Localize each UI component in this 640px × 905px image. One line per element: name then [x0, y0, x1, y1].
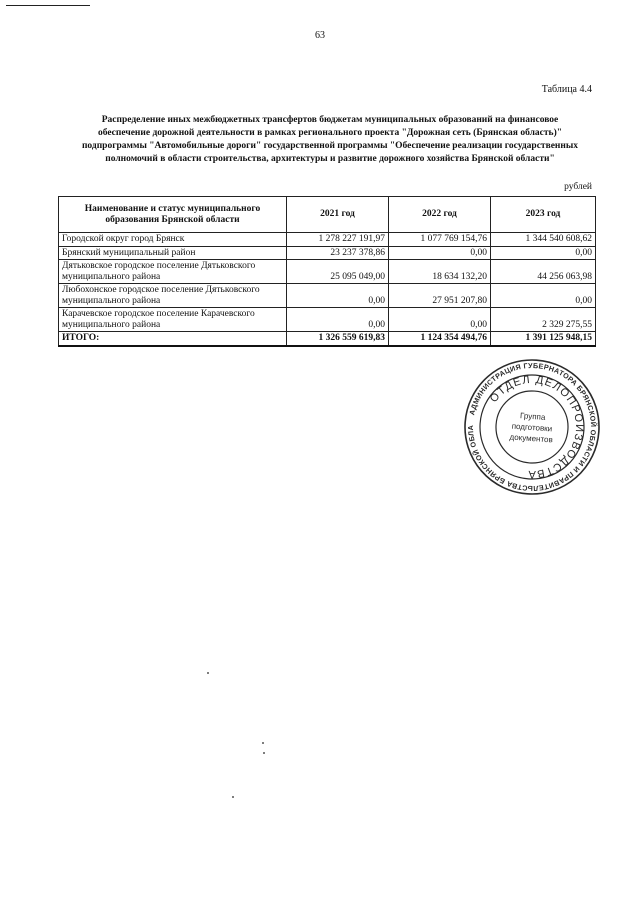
table-row [59, 260, 596, 284]
stamp-center-line: документов [509, 432, 554, 445]
table-row [59, 308, 596, 332]
table-header-row [59, 197, 596, 233]
table-label: Таблица 4.4 [541, 84, 592, 95]
stamp-center-line: подготовки [511, 421, 553, 434]
page-number: 63 [315, 30, 325, 41]
cell-total-2023: 1 391 125 948,15 [491, 332, 596, 346]
header-2023: 2023 год [491, 197, 596, 233]
transfers-table [58, 196, 596, 347]
cell-2023: 2 329 275,55 [491, 308, 596, 332]
cell-2021: 23 237 378,86 [287, 246, 389, 260]
cell-2021: 1 278 227 191,97 [287, 233, 389, 247]
cell-2021: 0,00 [287, 308, 389, 332]
units-label: рублей [564, 182, 592, 192]
scan-speck [263, 752, 265, 754]
stamp-outer-text: АДМИНИСТРАЦИЯ ГУБЕРНАТОРА БРЯНСКОЙ ОБЛАСТИ И ПРАВИТЕЛЬСТВА БРЯНСКОЙ ОБЛАСТИ [465, 360, 599, 494]
title-line: полномочий в области строительства, архитектуры и развитие дорожного хозяйства Брянской области" [105, 154, 555, 164]
scan-speck [262, 742, 264, 744]
cell-name: Любохонское городское поселение Дятьковского муниципального района [59, 284, 287, 308]
cell-total-label: ИТОГО: [59, 332, 287, 346]
cell-2021: 0,00 [287, 284, 389, 308]
scan-speck [207, 672, 209, 674]
cell-name: Городской округ город Брянск [59, 233, 287, 247]
cell-2022: 1 077 769 154,76 [389, 233, 491, 247]
cell-2022: 0,00 [389, 246, 491, 260]
table-row [59, 233, 596, 247]
cell-2021: 25 095 049,00 [287, 260, 389, 284]
cell-name: Дятьковское городское поселение Дятьковского муниципального района [59, 260, 287, 284]
header-2021: 2021 год [287, 197, 389, 233]
cell-name: Карачевское городское поселение Карачевского муниципального района [59, 308, 287, 332]
cell-2022: 18 634 132,20 [389, 260, 491, 284]
cell-2022: 27 951 207,80 [389, 284, 491, 308]
table-row [59, 246, 596, 260]
cell-2023: 44 256 063,98 [491, 260, 596, 284]
stamp-center-line: Группа [519, 411, 546, 422]
cell-2023: 0,00 [491, 284, 596, 308]
table-total-row [59, 332, 596, 346]
cell-name: Брянский муниципальный район [59, 246, 287, 260]
cell-2023: 0,00 [491, 246, 596, 260]
header-2022: 2022 год [389, 197, 491, 233]
table-row [59, 284, 596, 308]
cell-2023: 1 344 540 608,62 [491, 233, 596, 247]
title-line: обеспечение дорожной деятельности в рамках регионального проекта "Дорожная сеть (Брянская область)" [97, 128, 563, 138]
title-line: Распределение иных межбюджетных трансфертов бюджетам муниципальных образований на финансовое [101, 115, 559, 125]
stamp-middle-text: ОТДЕЛ ДЕЛОПРОИЗВОДСТВА [487, 373, 586, 481]
top-rule [6, 5, 90, 6]
scan-speck [232, 796, 234, 798]
cell-total-2022: 1 124 354 494,76 [389, 332, 491, 346]
header-municipality: Наименование и статус муниципального образования Брянской области [59, 197, 287, 233]
title-line: подпрограммы "Автомобильные дороги" государственной программы "Обеспечение реализации государственных [81, 141, 579, 151]
cell-2022: 0,00 [389, 308, 491, 332]
document-title [56, 114, 604, 166]
official-stamp [462, 357, 602, 497]
cell-total-2021: 1 326 559 619,83 [287, 332, 389, 346]
